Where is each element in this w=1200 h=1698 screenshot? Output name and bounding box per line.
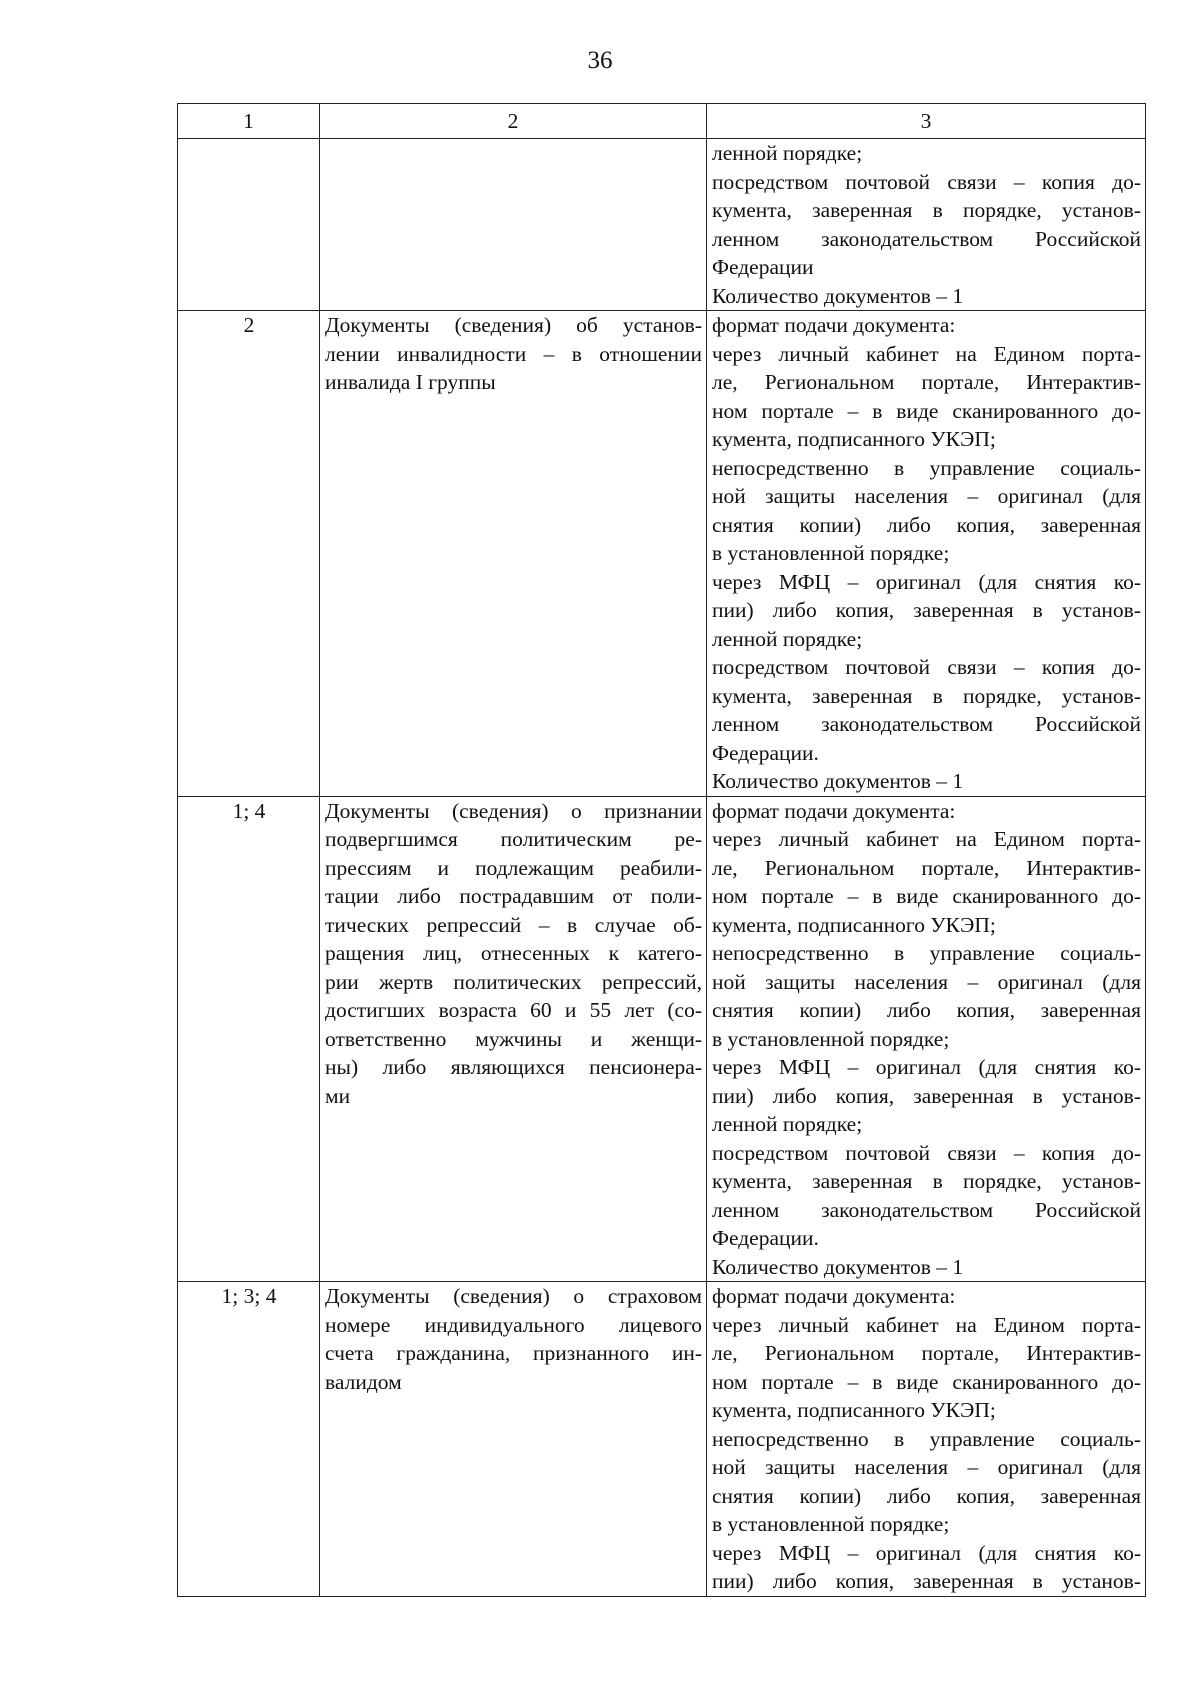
description-line: инвалида I группы bbox=[325, 370, 496, 394]
format-line: формат подачи документа: bbox=[712, 313, 956, 337]
format-line: через МФЦ – оригинал (для снятия ко- bbox=[712, 1055, 1141, 1079]
description-line: ми bbox=[325, 1083, 351, 1108]
table-row bbox=[178, 311, 1146, 797]
format-line: ной защиты населения – оригинал (для bbox=[712, 484, 1141, 508]
format-line: в установленной порядке; bbox=[712, 1512, 950, 1536]
submission-format-cell bbox=[707, 796, 1146, 1282]
description-line: подвергшимся политическим ре- bbox=[325, 827, 702, 851]
format-line: непосредственно в управление социаль- bbox=[712, 941, 1141, 965]
format-line: ленном законодательством Российской bbox=[712, 712, 1141, 736]
format-line: пии) либо копия, заверенная в установ- bbox=[712, 598, 1141, 622]
format-line: Количество документов – 1 bbox=[712, 283, 964, 308]
row-number-cell: 1; 4 bbox=[178, 796, 320, 1282]
table-row bbox=[178, 1282, 1146, 1597]
format-line: снятия копии) либо копия, заверенная bbox=[712, 998, 1141, 1022]
format-line: через личный кабинет на Едином порта- bbox=[712, 341, 1141, 366]
format-line: ленном законодательством Российской bbox=[712, 1197, 1141, 1222]
row-number-cell: 1; 3; 4 bbox=[178, 1282, 320, 1597]
format-line: ленном законодательством Российской bbox=[712, 226, 1141, 251]
format-line: непосредственно в управление социаль- bbox=[712, 1426, 1141, 1451]
description-line: тических репрессий – в случае об- bbox=[325, 912, 702, 937]
format-line: формат подачи документа: bbox=[712, 798, 956, 823]
format-line: ле, Региональном портале, Интерактив- bbox=[712, 1341, 1141, 1365]
format-line: кумента, подписанного УКЭП; bbox=[712, 1398, 996, 1422]
documents-table bbox=[177, 103, 1146, 1597]
format-line: Количество документов – 1 bbox=[712, 1254, 964, 1279]
format-line: через личный кабинет на Едином порта- bbox=[712, 1312, 1141, 1337]
format-line: пии) либо копия, заверенная в установ- bbox=[712, 1569, 1141, 1593]
row-number-cell bbox=[178, 139, 320, 311]
format-line: посредством почтовой связи – копия до- bbox=[712, 1140, 1141, 1165]
page-number: 36 bbox=[587, 47, 613, 74]
format-line: ленной порядке; bbox=[712, 141, 863, 165]
header-cell-col3: 3 bbox=[707, 104, 1146, 139]
format-line: ной защиты населения – оригинал (для bbox=[712, 1455, 1141, 1479]
format-line: ном портале – в виде сканированного до- bbox=[712, 398, 1141, 423]
format-line: ленной порядке; bbox=[712, 1112, 863, 1136]
description-line: достигших возраста 60 и 55 лет (со- bbox=[325, 998, 702, 1022]
description-line: ны) либо являющихся пенсионера- bbox=[325, 1055, 702, 1079]
format-line: через МФЦ – оригинал (для снятия ко- bbox=[712, 1540, 1141, 1565]
description-line: счета гражданина, признанного ин- bbox=[325, 1341, 702, 1365]
description-line: Документы (сведения) о признании bbox=[325, 798, 702, 823]
description-line: ответственно мужчины и женщи- bbox=[325, 1026, 702, 1051]
format-line: ной защиты населения – оригинал (для bbox=[712, 969, 1141, 994]
submission-format-cell bbox=[707, 139, 1146, 311]
header-row bbox=[178, 104, 1146, 139]
table-body bbox=[178, 139, 1146, 1597]
format-line: Федерации bbox=[712, 255, 814, 279]
header-cell-col1: 1 bbox=[178, 104, 320, 139]
format-line: кумента, подписанного УКЭП; bbox=[712, 912, 996, 937]
format-line: ле, Региональном портале, Интерактив- bbox=[712, 370, 1141, 394]
description-line: лении инвалидности – в отношении bbox=[325, 341, 702, 366]
format-line: через МФЦ – оригинал (для снятия ко- bbox=[712, 569, 1141, 594]
document-description-cell bbox=[320, 1282, 707, 1597]
document-description-cell bbox=[320, 311, 707, 797]
header-cell-col2: 2 bbox=[320, 104, 707, 139]
format-line: Количество документов – 1 bbox=[712, 769, 964, 793]
table-row bbox=[178, 796, 1146, 1282]
format-line: кумента, заверенная в порядке, установ- bbox=[712, 198, 1141, 222]
format-line: формат подачи документа: bbox=[712, 1284, 956, 1308]
description-line: номере индивидуального лицевого bbox=[325, 1312, 702, 1337]
format-line: пии) либо копия, заверенная в установ- bbox=[712, 1083, 1141, 1108]
format-line: ле, Региональном портале, Интерактив- bbox=[712, 855, 1141, 880]
submission-format-cell bbox=[707, 311, 1146, 797]
format-line: ном портале – в виде сканированного до- bbox=[712, 884, 1141, 908]
row-number-cell: 2 bbox=[178, 311, 320, 797]
description-line: тации либо пострадавшим от поли- bbox=[325, 884, 702, 908]
format-line: Федерации. bbox=[712, 740, 819, 765]
document-description-cell bbox=[320, 796, 707, 1282]
format-line: ленной порядке; bbox=[712, 626, 863, 651]
format-line: кумента, подписанного УКЭП; bbox=[712, 427, 996, 451]
submission-format-cell bbox=[707, 1282, 1146, 1597]
description-line: валидом bbox=[325, 1369, 402, 1394]
description-line: Документы (сведения) об установ- bbox=[325, 313, 702, 337]
format-line: Федерации. bbox=[712, 1226, 819, 1250]
format-line: непосредственно в управление социаль- bbox=[712, 455, 1141, 480]
table-header bbox=[178, 104, 1146, 139]
format-line: кумента, заверенная в порядке, установ- bbox=[712, 1169, 1141, 1193]
format-line: в установленной порядке; bbox=[712, 1026, 950, 1051]
description-line: ращения лиц, отнесенных к катего- bbox=[325, 941, 702, 965]
format-line: снятия копии) либо копия, заверенная bbox=[712, 512, 1141, 537]
description-line: Документы (сведения) о страховом bbox=[325, 1284, 702, 1308]
format-line: кумента, заверенная в порядке, установ- bbox=[712, 683, 1141, 708]
format-line: ном портале – в виде сканированного до- bbox=[712, 1369, 1141, 1394]
description-line: прессиям и подлежащим реабили- bbox=[325, 855, 702, 880]
table-row bbox=[178, 139, 1146, 311]
format-line: посредством почтовой связи – копия до- bbox=[712, 169, 1141, 194]
description-line: рии жертв политических репрессий, bbox=[325, 969, 702, 994]
format-line: через личный кабинет на Едином порта- bbox=[712, 827, 1141, 851]
format-line: в установленной порядке; bbox=[712, 541, 950, 565]
format-line: снятия копии) либо копия, заверенная bbox=[712, 1483, 1141, 1508]
format-line: посредством почтовой связи – копия до- bbox=[712, 655, 1141, 679]
document-description-cell bbox=[320, 139, 707, 311]
